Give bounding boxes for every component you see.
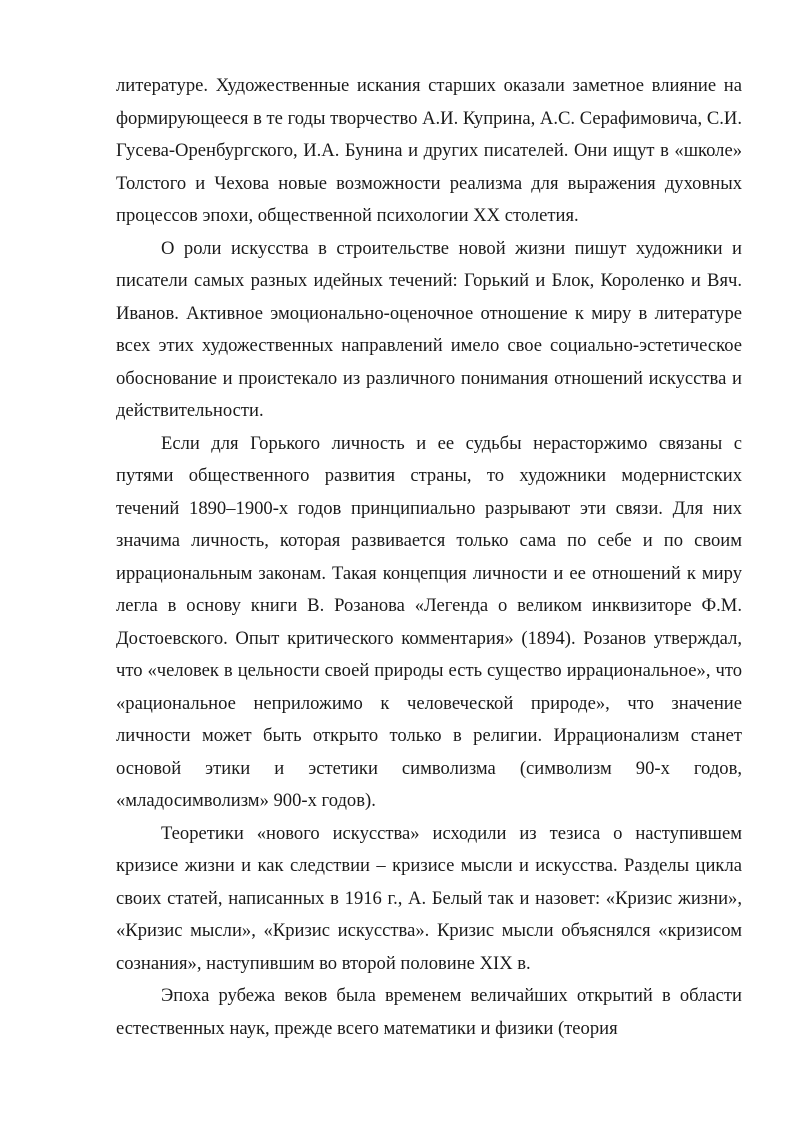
paragraph-art-role: О роли искусства в строительстве новой жизни пишут художники и писатели самых разных идейных течений: Горький и Блок, Короленко и Вяч. Иванов. Активное эмоционально-оценочное отношение к миру в литературе всех этих художественных направлений имело свое социально-эстетическое обоснование и проистекало из различного понимания отношений искусства и действительности. <box>116 237 742 421</box>
paragraph-new-art-theorists: Теоретики «нового искусства» исходили из тезиса о наступившем кризисе жизни и как следствии – кризисе мысли и искусства. Разделы цикла своих статей, написанных в 1916 г., А. Белый так и назовет: «Кризис жизни», «Кризис мысли», «Кризис искусства». Кризис мысли объяснялся «кризисом сознания», наступившим во второй половине XIX в. <box>116 822 742 974</box>
paragraph-continuation: литературе. Художественные искания старших оказали заметное влияние на формирующееся в те годы творчество А.И. Куприна, А.С. Серафимовича, С.И. Гусева-Оренбургского, И.А. Бунина и других писателей. Они ищут в «школе» Толстого и Чехова новые возможности реализма для выражения духовных процессов эпохи, общественной психологии XX столетия. <box>116 75 742 226</box>
paragraph-era-discoveries: Эпоха рубежа веков была временем величайших открытий в области естественных наук, прежде всего математики и физики (теория <box>116 985 742 1039</box>
paragraph-gorky-personality: Если для Горького личность и ее судьбы нерасторжимо связаны с путями общественного развития страны, то художники модернистских течений 1890–1900-х годов принципиально разрывают эти связи. Для них значима личность, которая развивается только сама по себе и по своим иррациональным законам. Такая концепция личности и ее отношений к миру легла в основу книги В. Розанова «Легенда о великом инквизиторе Ф.М. Достоевского. Опыт критического комментария» (1894). Розанов утверждал, что «человек в цельности своей природы есть существо иррациональное», что «рациональное неприложимо к человеческой природе», что значение личности может быть открыто только в религии. Иррационализм станет основой этики и эстетики символизма (символизм 90-х годов, «младосимволизм» 900-х годов). <box>116 432 742 811</box>
document-page <box>116 70 742 1045</box>
